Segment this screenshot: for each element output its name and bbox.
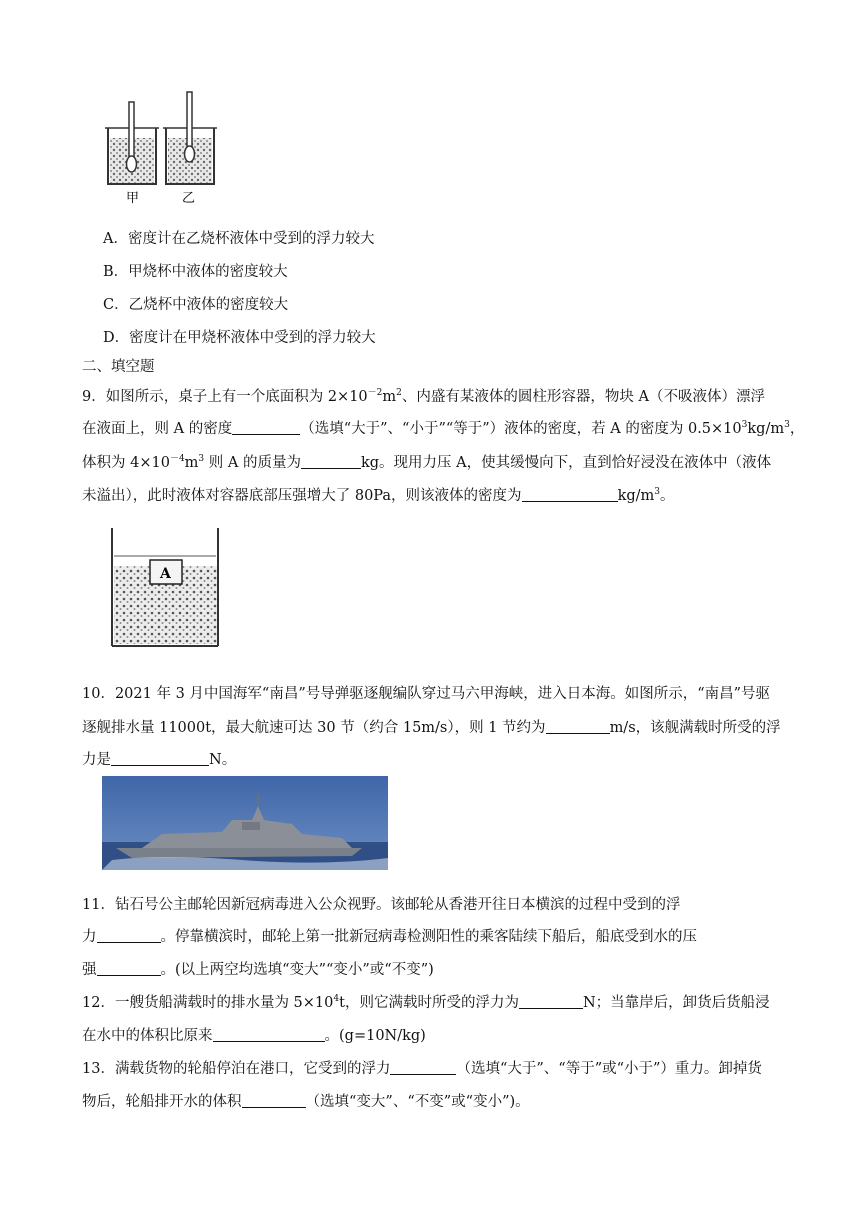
q9-text: 、内盛有某液体的圆柱形容器，物块 A（不吸液体）漂浮 bbox=[401, 389, 765, 405]
destroyer-photo bbox=[102, 776, 388, 870]
q13-text: （选填“变大”、“不变”或“变小”)。 bbox=[305, 1094, 530, 1110]
q10-text: N。 bbox=[209, 752, 237, 768]
q10-line-3 bbox=[82, 748, 236, 769]
q9-text: 。 bbox=[660, 488, 675, 504]
q9-line-3 bbox=[82, 451, 771, 472]
q10-line-2 bbox=[82, 716, 781, 737]
option-d bbox=[103, 326, 376, 347]
option-d-text: 密度计在甲烧杯液体中受到的浮力较大 bbox=[129, 330, 376, 346]
q11-text: 强 bbox=[82, 962, 97, 978]
q9-text: 在液面上，则 A 的密度 bbox=[82, 421, 233, 437]
beaker-label-left: 甲 bbox=[126, 191, 140, 206]
q9-text: ， bbox=[789, 421, 805, 437]
q9-text: m bbox=[184, 455, 199, 471]
q9-exponent: 3 bbox=[741, 420, 748, 430]
block-a bbox=[150, 560, 182, 584]
option-c-letter: C． bbox=[103, 297, 129, 313]
q9-line-2 bbox=[82, 417, 804, 438]
answer-blank[interactable] bbox=[111, 751, 209, 766]
q12-text: 。(g=10N/kg) bbox=[324, 1028, 426, 1044]
q9-exponent: －4 bbox=[169, 454, 185, 464]
answer-blank[interactable] bbox=[97, 928, 161, 943]
q13-text: （选填“大于”、“等于”或“小于”）重力。卸掉货 bbox=[456, 1061, 762, 1077]
beaker-left bbox=[105, 102, 159, 184]
answer-blank[interactable] bbox=[522, 487, 618, 502]
option-c-text: 乙烧杯中液体的密度较大 bbox=[128, 297, 289, 313]
q9-text: 9．如图所示，桌子上有一个底面积为 2×10 bbox=[82, 389, 368, 405]
q13-text: 13．满载货物的轮船停泊在港口，它受到的浮力 bbox=[82, 1061, 391, 1077]
q12-line-2 bbox=[82, 1024, 426, 1045]
q11-line-3 bbox=[82, 958, 434, 979]
beakers-hydrometer-figure bbox=[100, 88, 225, 208]
q12-text: 在水中的体积比原来 bbox=[82, 1028, 213, 1044]
q9-text: （选填“大于”、“小于”“等于”）液体的密度，若 A 的密度为 0.5×10 bbox=[300, 421, 742, 437]
q9-exponent: 2 bbox=[396, 388, 402, 398]
q11-line-2 bbox=[82, 925, 697, 946]
answer-blank[interactable] bbox=[97, 961, 161, 976]
q9-exponent: 3 bbox=[654, 487, 660, 497]
q11-text: 。停靠横滨时，邮轮上第一批新冠病毒检测阳性的乘客陆续下船后，船底受到水的压 bbox=[160, 929, 697, 945]
q9-line-4 bbox=[82, 484, 675, 505]
q10-line-1: 10．2021 年 3 月中国海军“南昌”号导弹驱逐舰编队穿过马六甲海峡，进入日本海。如图所示，“南昌”号驱 bbox=[82, 686, 771, 702]
q12-text: t，则它满载时所受的浮力为 bbox=[339, 995, 519, 1011]
answer-blank[interactable] bbox=[546, 719, 610, 734]
q9-text: m bbox=[382, 389, 397, 405]
answer-blank[interactable] bbox=[242, 1093, 306, 1108]
answer-blank[interactable] bbox=[390, 1060, 456, 1075]
answer-blank[interactable] bbox=[519, 994, 583, 1009]
q12-exponent: 4 bbox=[333, 994, 340, 1004]
section-title: 二、填空题 bbox=[82, 359, 155, 375]
q11-text: 。(以上两空均选填“变大”“变小”或“不变”) bbox=[160, 962, 434, 978]
beaker-right bbox=[163, 92, 217, 184]
q11-text: 力 bbox=[82, 929, 97, 945]
option-d-letter: D． bbox=[103, 330, 130, 346]
q9-text: kg。现用力压 A，使其缓慢向下，直到恰好浸没在液体中（液体 bbox=[360, 455, 772, 471]
answer-blank[interactable] bbox=[301, 454, 361, 469]
q11-line-1: 11．钻石号公主邮轮因新冠病毒进入公众视野。该邮轮从香港开往日本横滨的过程中受到的浮 bbox=[82, 897, 681, 913]
q9-line-1 bbox=[82, 385, 765, 406]
beaker-label-right: 乙 bbox=[182, 191, 196, 206]
q13-text: 物后，轮船排开水的体积 bbox=[82, 1094, 242, 1110]
q9-exponent: 3 bbox=[784, 420, 790, 430]
option-c bbox=[103, 293, 288, 314]
option-b-letter: B． bbox=[103, 264, 129, 280]
option-a-text: 密度计在乙烧杯液体中受到的浮力较大 bbox=[127, 231, 375, 247]
q9-text: 体积为 4×10 bbox=[82, 455, 170, 471]
container-block-figure bbox=[108, 526, 228, 652]
q10-text: m/s，该舰满载时所受的浮 bbox=[609, 720, 781, 736]
q9-text: kg/m bbox=[617, 488, 655, 504]
option-a bbox=[103, 227, 374, 248]
option-a-letter: A． bbox=[103, 231, 128, 247]
q9-exponent: －2 bbox=[367, 388, 383, 398]
q9-exponent: 3 bbox=[198, 454, 205, 464]
q10-text: 逐舰排水量 11000t，最大航速可达 30 节（约合 15m/s），则 1 节约为 bbox=[82, 720, 546, 736]
q9-text: kg/m bbox=[747, 421, 785, 437]
q13-line-1 bbox=[82, 1057, 762, 1078]
q9-text: 则 A 的质量为 bbox=[204, 455, 301, 471]
q9-text: 未溢出），此时液体对容器底部压强增大了 80Pa，则该液体的密度为 bbox=[82, 488, 522, 504]
q10-text: 力是 bbox=[82, 752, 111, 768]
q12-text: N；当靠岸后，卸货后货船浸 bbox=[582, 995, 770, 1011]
q13-line-2 bbox=[82, 1090, 530, 1111]
block-a-label: A bbox=[160, 566, 171, 582]
option-b bbox=[103, 260, 288, 281]
q12-text: 12．一艘货船满载时的排水量为 5×10 bbox=[82, 995, 334, 1011]
option-b-text: 甲烧杯中液体的密度较大 bbox=[128, 264, 288, 280]
answer-blank[interactable] bbox=[213, 1027, 325, 1042]
q12-line-1 bbox=[82, 991, 770, 1012]
answer-blank[interactable] bbox=[232, 420, 300, 435]
